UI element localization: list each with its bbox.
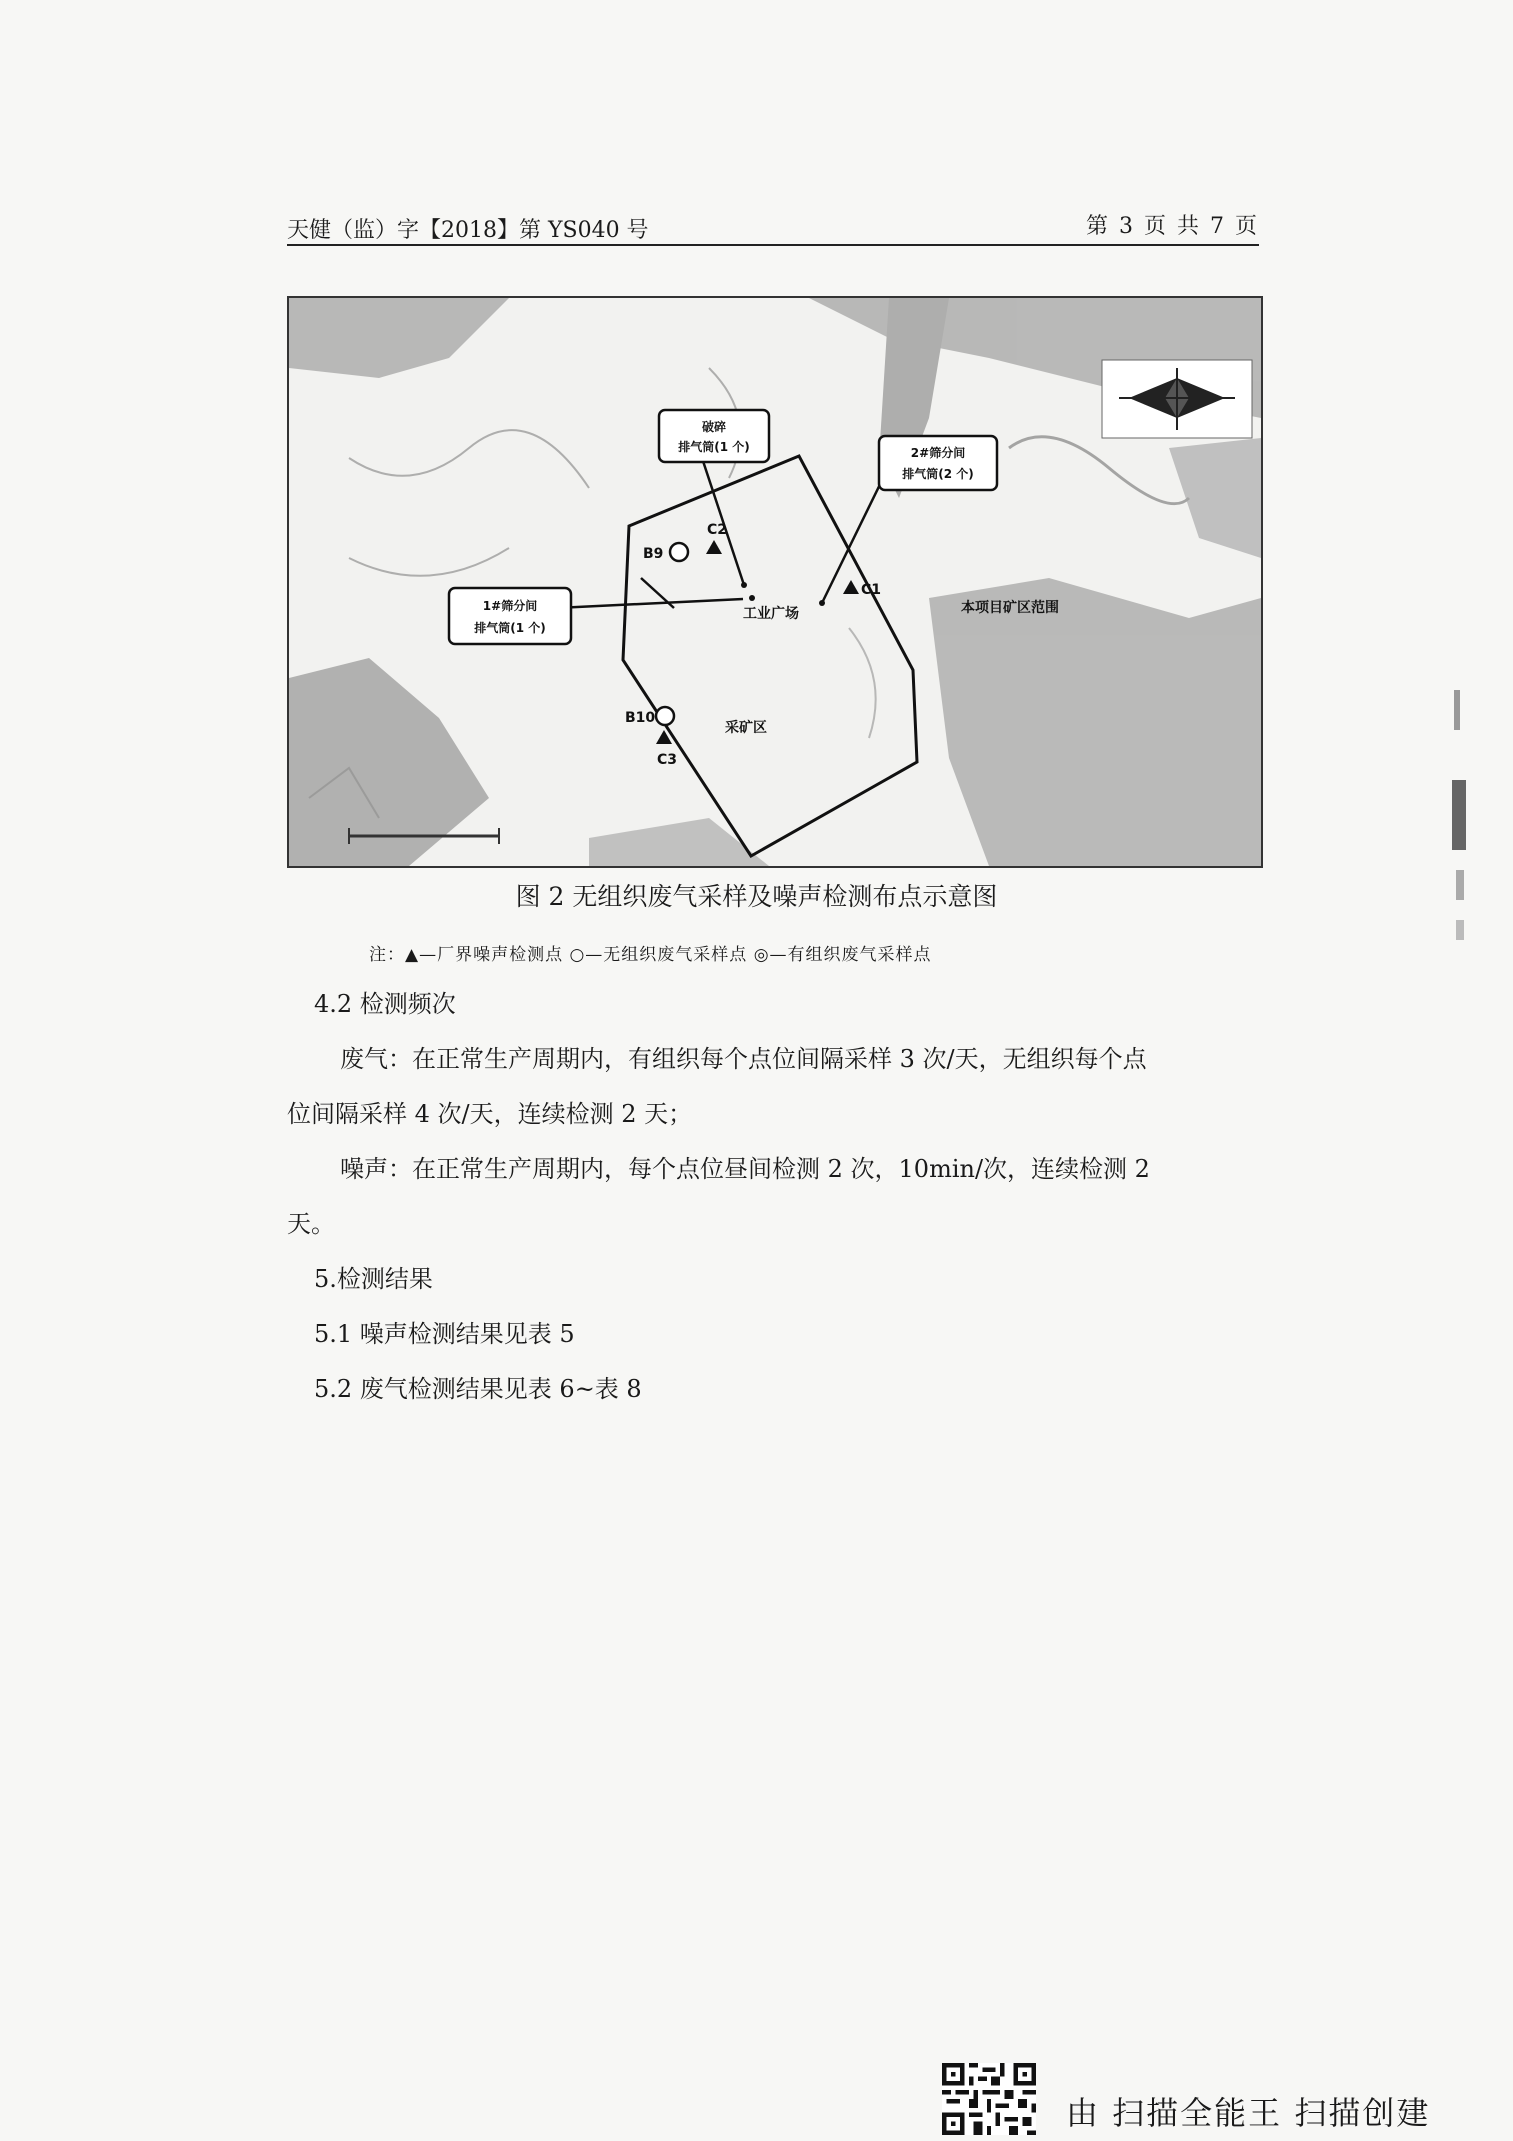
callout-screen2 (879, 436, 997, 490)
page-indicator: 第 3 页 共 7 页 (1086, 214, 1259, 239)
label-mine-area: 采矿区 (725, 720, 767, 736)
noise-point-c2 (706, 522, 727, 554)
report-number: 天健（监）字【2018】第 YS040 号 (287, 218, 649, 243)
edge-marks (1450, 690, 1472, 950)
svg-text:C1: C1 (861, 582, 882, 598)
gas-frequency-line1: 废气：在正常生产周期内，有组织每个点位间隔采样 3 次/天，无组织每个点 (340, 1045, 1147, 1073)
svg-text:B10: B10 (625, 710, 656, 726)
callout-screen1-line1: 1#筛分间 (482, 599, 538, 613)
section-5-title: 5.检测结果 (314, 1265, 433, 1293)
noise-point-c1 (843, 580, 881, 598)
compass-rose-icon (1102, 360, 1252, 438)
figure-legend-note: 注：▲—厂界噪声检测点 ○—无组织废气采样点 ◎—有组织废气采样点 (369, 945, 932, 965)
callout-crusher-line1: 破碎 (701, 420, 727, 434)
label-boundary: 本项目矿区范围 (961, 600, 1059, 616)
gas-point-b10 (625, 707, 674, 726)
svg-text:C3: C3 (657, 752, 678, 768)
site-map (287, 296, 1263, 868)
section-5-2: 5.2 废气检测结果见表 6~表 8 (314, 1375, 642, 1403)
label-work-area: 工业广场 (743, 606, 799, 622)
mine-boundary-polygon (623, 456, 917, 856)
callout-crusher (659, 410, 769, 462)
noise-frequency-line2: 天。 (287, 1210, 335, 1238)
callout-screen1-line2: 排气筒(1 个) (474, 621, 546, 635)
callout-screen1 (449, 588, 571, 644)
gas-frequency-line2: 位间隔采样 4 次/天，连续检测 2 天； (287, 1100, 693, 1128)
callout-crusher-line2: 排气筒(1 个) (678, 440, 750, 454)
stack-marker-screen1 (749, 595, 755, 601)
qr-code-icon (942, 2063, 1036, 2135)
header-rule (287, 244, 1259, 246)
site-map-graphic (289, 298, 1261, 866)
callout-screen2-line1: 2#筛分间 (910, 446, 966, 460)
figure-caption: 图 2 无组织废气采样及噪声检测布点示意图 (515, 882, 998, 911)
svg-text:C2: C2 (707, 522, 728, 538)
stack-marker-crusher (741, 582, 747, 588)
scanner-watermark: 由 扫描全能王 扫描创建 (1066, 2094, 1431, 2132)
stack-marker-screen2 (819, 600, 825, 606)
callout-screen2-line2: 排气筒(2 个) (902, 467, 974, 481)
section-4-2-title: 4.2 检测频次 (314, 990, 456, 1018)
noise-frequency-line1: 噪声：在正常生产周期内，每个点位昼间检测 2 次，10min/次，连续检测 2 (340, 1155, 1150, 1183)
gas-point-b9 (643, 543, 688, 562)
section-5-1: 5.1 噪声检测结果见表 5 (314, 1320, 575, 1348)
svg-text:B9: B9 (643, 546, 664, 562)
